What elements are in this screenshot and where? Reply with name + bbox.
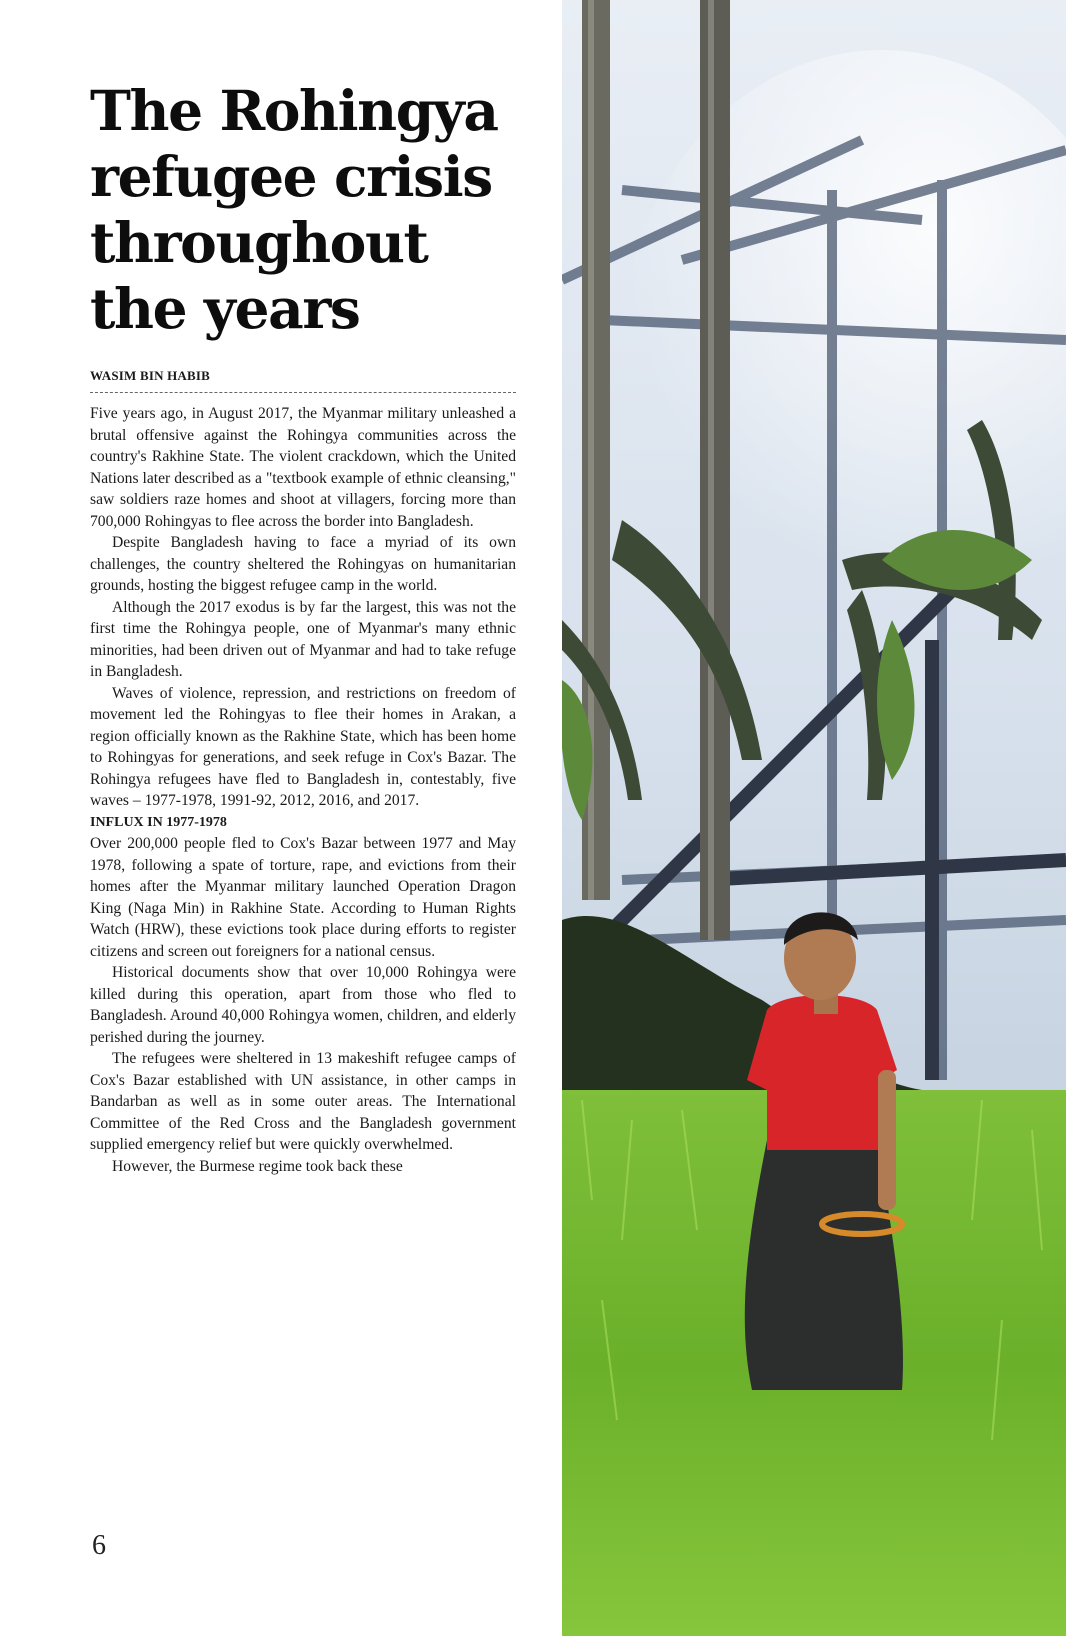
paragraph: Over 200,000 people fled to Cox's Bazar between 1977 and May 1978, following a spate of torture, rape, and evictions from their homes after the Myanmar military launched Operation Dragon King (Naga Min) in Rakhine State. According to Human Rights Watch (HRW), these evictions took place during efforts to register citizens and screen out foreigners for a national census.	[90, 835, 516, 960]
headline-line: throughout	[90, 210, 428, 275]
paragraph: However, the Burmese regime took back these	[112, 1157, 403, 1175]
article-photo	[562, 0, 1066, 1636]
article-column	[90, 78, 516, 1177]
headline-line: refugee crisis	[90, 144, 492, 209]
paragraph: Five years ago, in August 2017, the Myanmar military unleashed a brutal offensive against the Rohingya communities across the country's Rakhine State. The violent crackdown, which the United Nations later described as a "textbook example of ethnic cleansing," saw soldiers raze homes and shoot at villagers, forcing more than 700,000 Rohingyas to flee across the border into Bangladesh.	[90, 405, 516, 530]
red-shirt	[767, 995, 882, 1150]
section-subhead: INFLUX IN 1977-1978	[90, 814, 227, 830]
paragraph: Waves of violence, repression, and restrictions on freedom of movement led the Rohingyas to flee their homes in Arakan, a region officially known as the Rakhine State, which has been home to Rohingyas for generations, and seek refuge in Cox's Bazar. The Rohingya refugees have fled to Bangladesh in, contestably, five waves – 1977-1978, 1991-92, 2012, 2016, and 2017.	[90, 684, 516, 809]
headline-line: The Rohingya	[90, 78, 498, 143]
byline: WASIM BIN HABIB	[90, 368, 516, 393]
arm	[878, 1070, 896, 1210]
paragraph: Historical documents show that over 10,000 Rohingya were killed during this operation, apart from those who fled to Bangladesh. Around 40,000 Rohingya women, children, and elderly perished during the journey.	[90, 964, 516, 1046]
page-number: 6	[92, 1530, 106, 1561]
paragraph: The refugees were sheltered in 13 makeshift refugee camps of Cox's Bazar established with UN assistance, in other camps in Bandarban as well as in some outer areas. The International Committee of the Red Cross and the Bangladesh government supplied emergency relief but were quickly overwhelmed.	[90, 1050, 516, 1153]
paragraph: Despite Bangladesh having to face a myriad of its own challenges, the country sheltered the Rohingyas on humanitarian grounds, hosting the biggest refugee camp in the world.	[90, 534, 516, 594]
article-body	[90, 403, 516, 1177]
headline-line: the years	[90, 276, 360, 341]
paragraph: Although the 2017 exodus is by far the largest, this was not the first time the Rohingya people, one of Myanmar's many ethnic minorities, had been driven out of Myanmar and had to take refuge in Bangladesh.	[90, 598, 516, 680]
palm-trunk	[700, 0, 730, 940]
palm-trunk-highlight	[708, 0, 714, 940]
headline	[90, 78, 516, 342]
